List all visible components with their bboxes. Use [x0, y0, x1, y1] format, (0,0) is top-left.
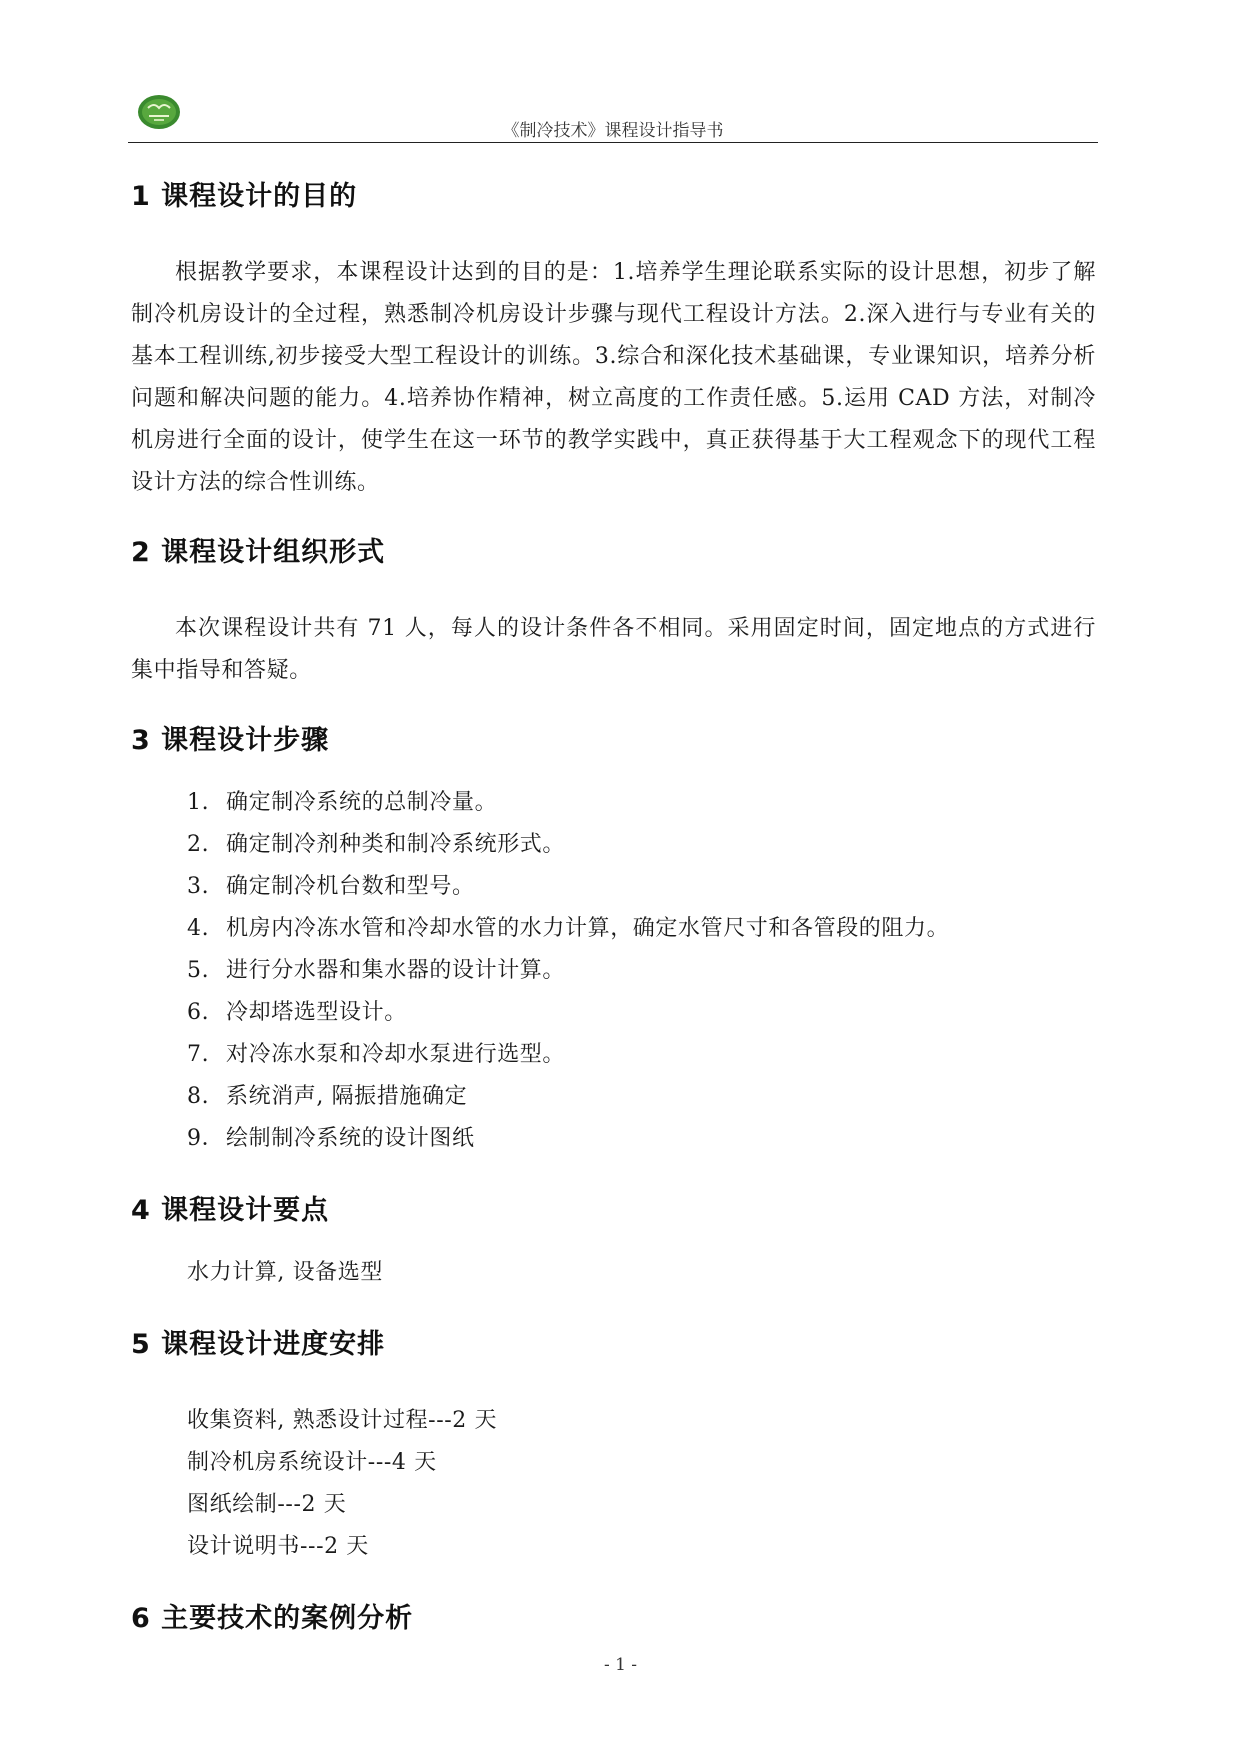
- step-number: 7.: [187, 1042, 210, 1067]
- step-text: 机房内冷冻水管和冷却水管的水力计算，确定水管尺寸和各管段的阻力。: [226, 916, 950, 941]
- step-text: 确定制冷机台数和型号。: [226, 874, 475, 899]
- list-item: [131, 1034, 1096, 1076]
- page-number: - 1 -: [603, 1655, 638, 1675]
- key-points-text: 水力计算, 设备选型: [187, 1260, 383, 1285]
- purpose-paragraph: 根据教学要求，本课程设计达到的目的是：1.培养学生理论联系实际的设计思想，初步了解制冷机房设计的全过程，熟悉制冷机房设计步骤与现代工程设计方法。2.深入进行与专业有关的基本工程训练,初步接受大型工程设计的训练。3.综合和深化技术基础课，专业课知识，培养分析问题和解决问题的能力。4.培养协作精神，树立高度的工作责任感。5.运用 CAD 方法，对制冷机房进行全面的设计，使学生在这一环节的教学实践中，真正获得基于大工程观念下的现代工程设计方法的综合性训练。: [131, 260, 1096, 495]
- list-item: [131, 950, 1096, 992]
- list-item: [131, 824, 1096, 866]
- list-item: [131, 1076, 1096, 1118]
- step-text: 冷却塔选型设计。: [226, 1000, 407, 1025]
- list-item: [131, 782, 1096, 824]
- step-text: 对冷冻水泵和冷却水泵进行选型。: [226, 1042, 566, 1067]
- section-heading-key-points: 4 课程设计要点: [131, 1195, 330, 1226]
- list-item: 设计说明书---2 天: [187, 1534, 369, 1559]
- organization-paragraph: 本次课程设计共有 71 人，每人的设计条件各不相同。采用固定时间，固定地点的方式进行集中指导和答疑。: [131, 616, 1096, 683]
- section-heading-purpose: 1 课程设计的目的: [131, 181, 358, 212]
- step-text: 进行分水器和集水器的设计计算。: [226, 958, 566, 983]
- list-item: 制冷机房系统设计---4 天: [187, 1450, 437, 1475]
- list-item: 收集资料, 熟悉设计过程---2 天: [187, 1408, 498, 1433]
- step-text: 确定制冷系统的总制冷量。: [226, 790, 498, 815]
- list-item: 图纸绘制---2 天: [187, 1492, 347, 1517]
- page-header: [128, 92, 1098, 143]
- step-number: 3.: [187, 874, 210, 899]
- section-heading-case-analysis: 6 主要技术的案例分析: [131, 1603, 414, 1634]
- list-item: [131, 1118, 1096, 1160]
- step-number: 1.: [187, 790, 210, 815]
- step-number: 9．: [187, 1126, 225, 1151]
- step-number: 4.: [187, 916, 210, 941]
- step-text: 系统消声, 隔振措施确定: [226, 1084, 468, 1109]
- steps-list: [131, 782, 1096, 1160]
- step-text: 绘制制冷系统的设计图纸: [226, 1126, 475, 1151]
- step-number: 6.: [187, 1000, 210, 1025]
- section-heading-steps: 3 课程设计步骤: [131, 725, 330, 756]
- list-item: [131, 908, 1096, 950]
- step-number: 5.: [187, 958, 210, 983]
- document-body: [131, 176, 1096, 1640]
- header-title: 《制冷技术》课程设计指导书: [502, 121, 724, 141]
- step-number: 8.: [187, 1084, 210, 1109]
- list-item: [131, 866, 1096, 908]
- schedule-list: [131, 1400, 1096, 1568]
- section-heading-schedule: 5 课程设计进度安排: [131, 1329, 386, 1360]
- step-number: 2.: [187, 832, 210, 857]
- step-text: 确定制冷剂种类和制冷系统形式。: [226, 832, 566, 857]
- section-heading-organization: 2 课程设计组织形式: [131, 537, 386, 568]
- list-item: [131, 992, 1096, 1034]
